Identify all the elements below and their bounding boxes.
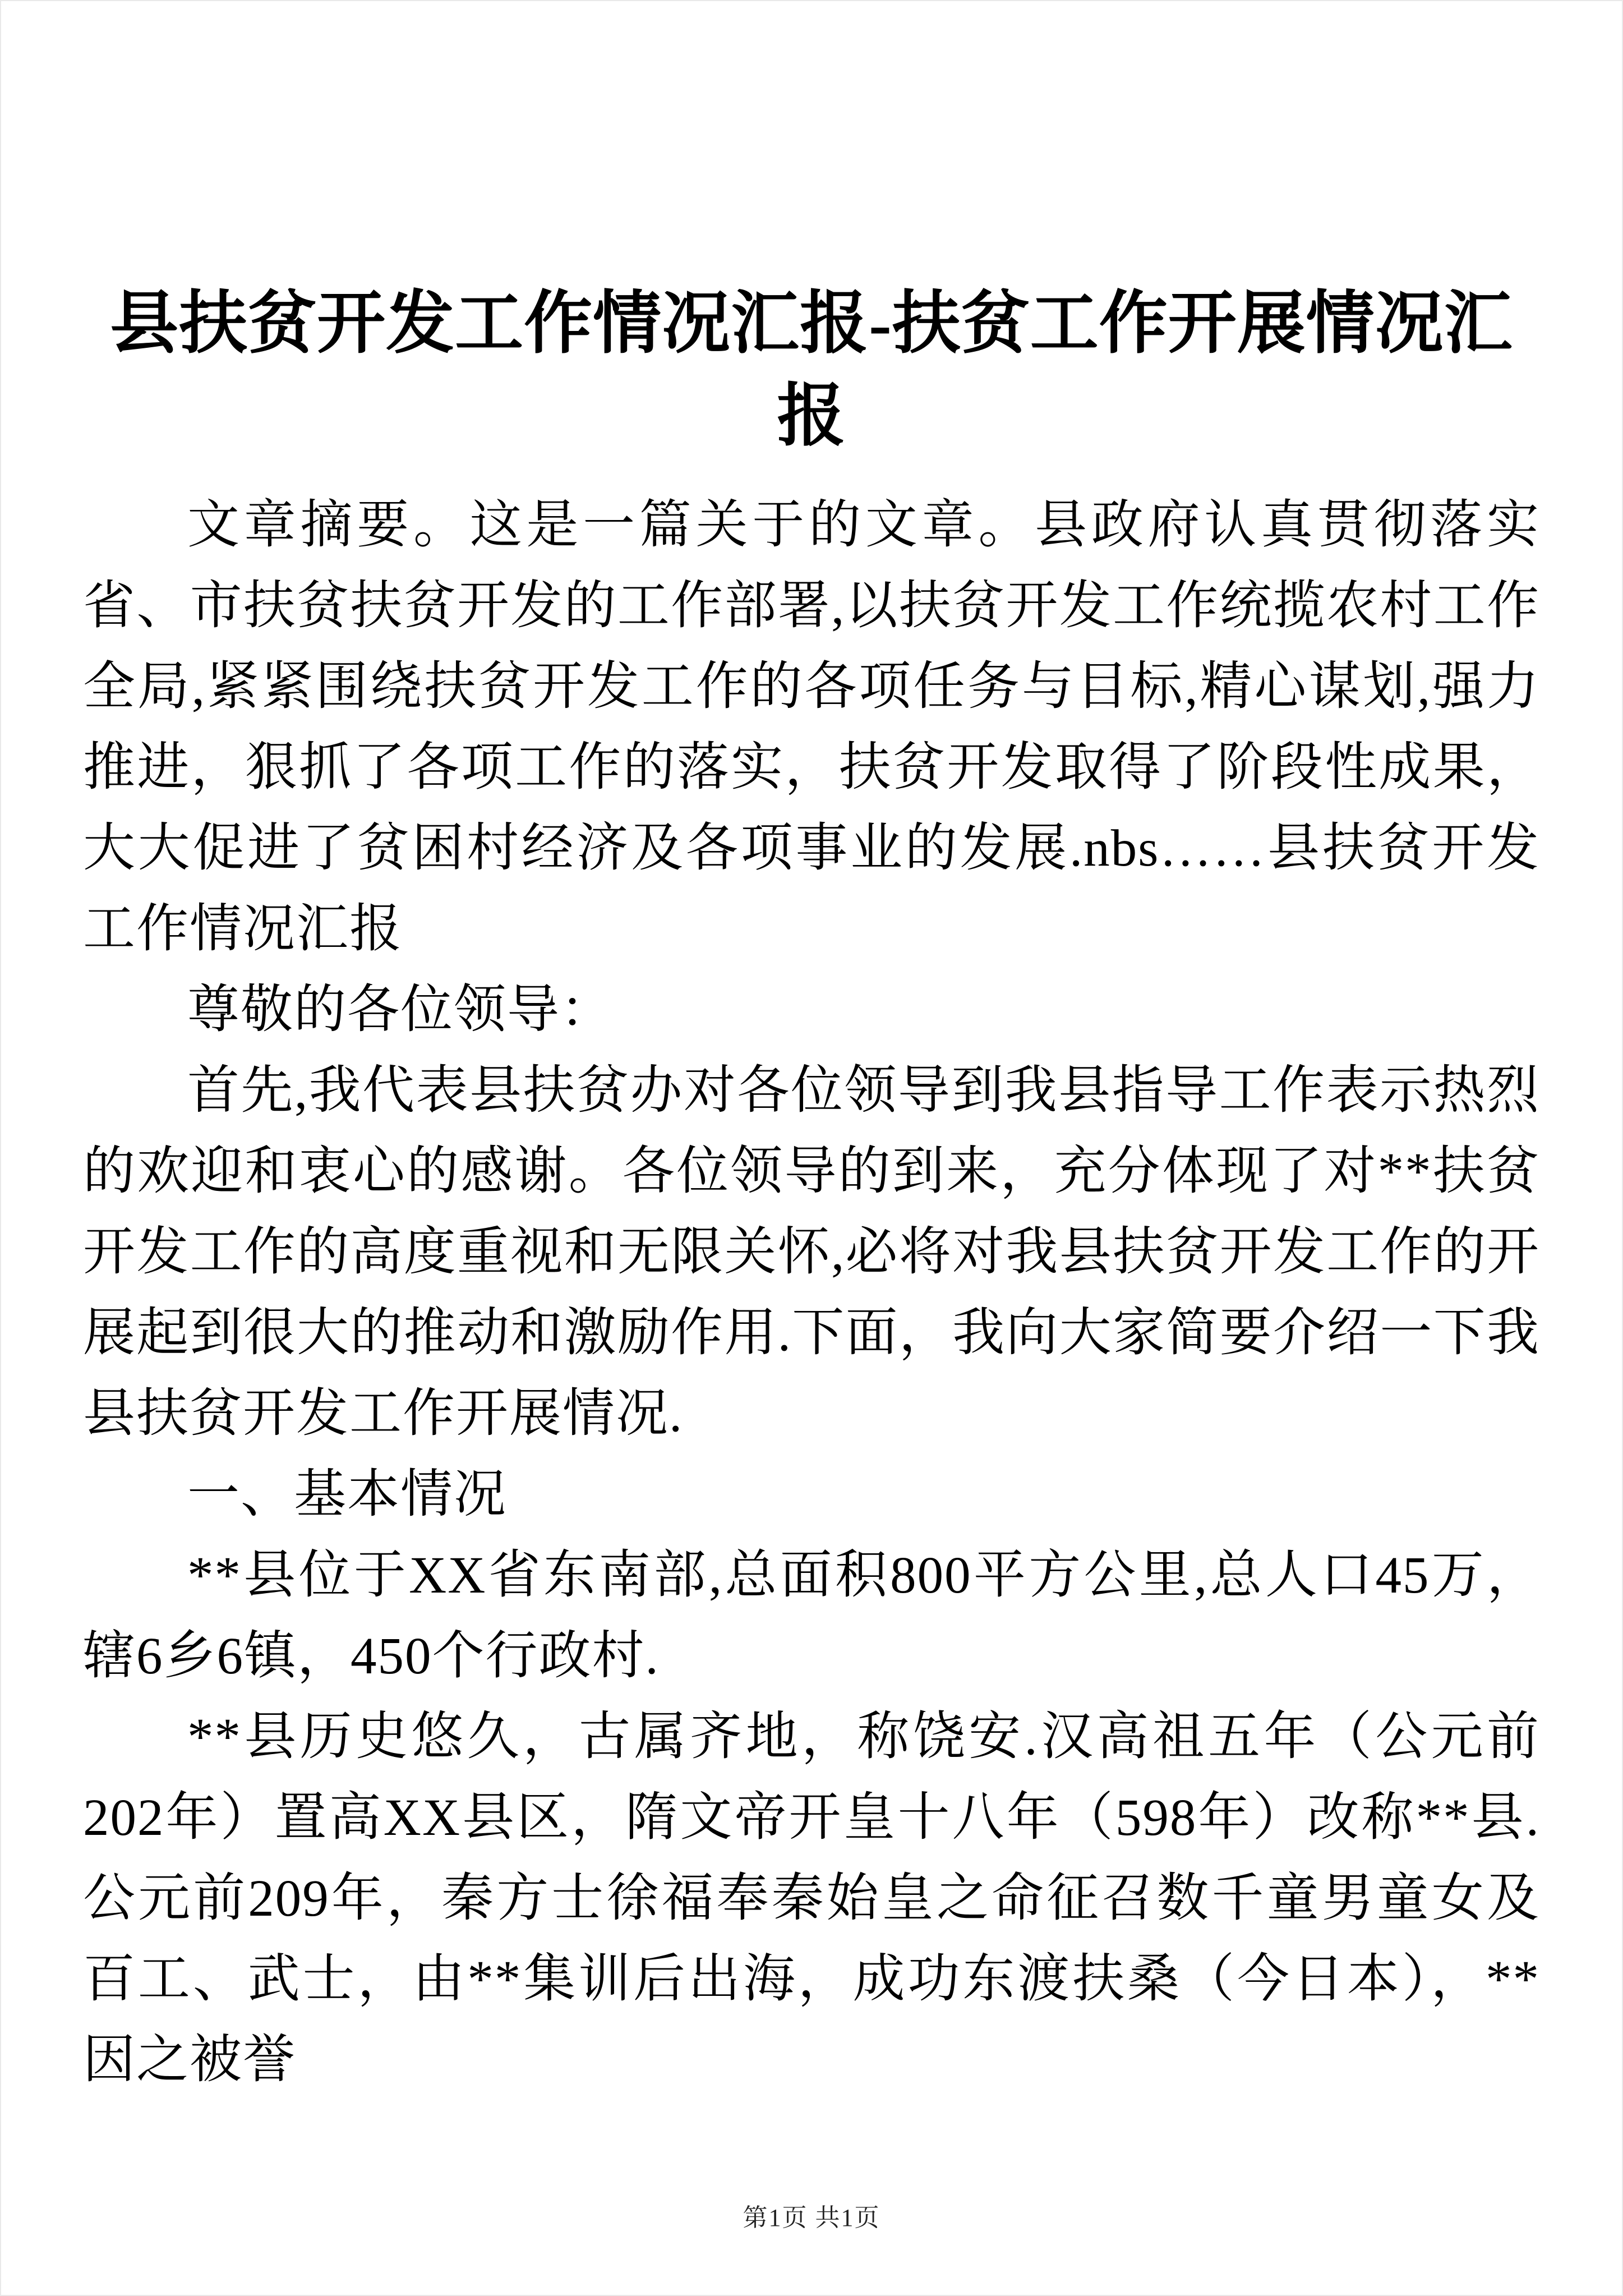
paragraph-county-history: **县历史悠久，古属齐地，称饶安.汉高祖五年（公元前202年）置高XX县区，隋文帝开皇十八年（598年）改称**县.公元前209年，秦方士徐福奉秦始皇之命征召数千童男童女及百工、武士，由**集训后出海，成功东渡扶桑（今日本），**因之被誉 bbox=[83, 1708, 1540, 2089]
paragraph-abstract: 文章摘要。这是一篇关于的文章。县政府认真贯彻落实省、市扶贫扶贫开发的工作部署,以扶贫开发工作统揽农村工作全局,紧紧围绕扶贫开发工作的各项任务与目标,精心谋划,强力推进，狠抓了各项工作的落实，扶贫开发取得了阶段性成果，大大促进了贫困村经济及各项事业的发展.nbs……县扶贫开发工作情况汇报 bbox=[83, 496, 1540, 958]
paragraph-introduction: 首先,我代表县扶贫办对各位领导到我县指导工作表示热烈的欢迎和衷心的感谢。各位领导的到来，充分体现了对**扶贫开发工作的高度重视和无限关怀,必将对我县扶贫开发工作的开展起到很大的推动和激励作用.下面，我向大家简要介绍一下我县扶贫开发工作开展情况. bbox=[83, 1062, 1540, 1443]
document-title: 县扶贫开发工作情况汇报-扶贫工作开展情况汇报 bbox=[110, 286, 1513, 454]
paragraph-salutation: 尊敬的各位领导： bbox=[187, 981, 614, 1039]
page-footer: 第1页 共1页 bbox=[743, 2204, 880, 2231]
paragraph-county-overview: **县位于XX省东南部,总面积800平方公里,总人口45万，辖6乡6镇，450个行政村. bbox=[83, 1547, 1540, 1685]
paragraph-section-heading-basic-info: 一、基本情况 bbox=[187, 1466, 507, 1524]
